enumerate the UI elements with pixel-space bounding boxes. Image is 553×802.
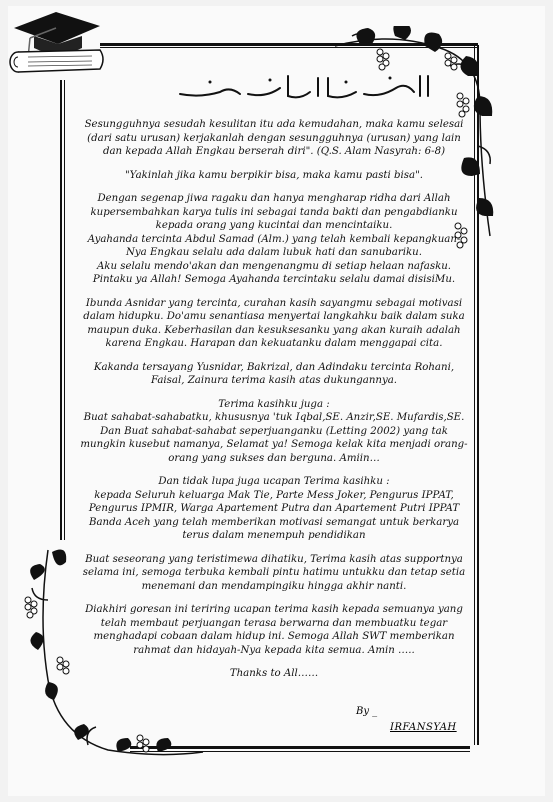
quran-verse-paragraph: Sesungguhnya sesudah kesulitan itu ada kemudahan, maka kamu selesai (dari satu urusan) kerjakanlah dengan sesungguhnya (urusan) yang lain dan kepada Allah Engkau berserah diri". (Q.S. Alam Nasyrah: 6-8) xyxy=(84,119,464,157)
by-label: By _ xyxy=(356,706,378,717)
sahabat-paragraph: Buat sahabat-sahabatku, khususnya 'tuk Iqbal,SE. Anzir,SE. Mufardis,SE. Dan Buat sahabat-sahabat seperjuanganku (Letting 2002) yang tak mungkin kusebut namanya, Selamat ya! Semoga kelak kita menjadi orang-orang yang sukses dan berguna. Amiin… xyxy=(80,412,468,464)
diploma-scroll-icon xyxy=(8,45,108,75)
dedication-text-block xyxy=(78,118,470,691)
frame-left-border xyxy=(60,80,62,540)
diakhiri-paragraph: Diakhiri goresan ini teriring ucapan terima kasih kepada semuanya yang telah membaut perjuangan terasa berwarna dan membuatku tegar menghadapi cobaan dalam hidup ini. Semoga Allah SWT memberikan rahmat dan hidayah-Nya kepada kita semua. Amin ….. xyxy=(85,604,463,656)
yakin-quote: "Yakinlah jika kamu berpikir bisa, maka kamu pasti bisa". xyxy=(124,169,424,181)
signature-name: IRFANSYAH xyxy=(390,722,457,733)
terima-heading: Terima kasihku juga : xyxy=(218,398,330,410)
thanks-line: Thanks to All…… xyxy=(229,668,319,679)
ibunda-paragraph: Ibunda Asnidar yang tercinta, curahan kasih sayangmu sebagai motivasi dalam hidupku. Do'amu senantiasa menyertai langkahku baik dalam suka maupun duka. Keberhasilan dan kesuksesanku yang akan kuraih adalah karena Engkau. Harapan dan kekuatanku dalam menggapai cita. xyxy=(83,297,465,349)
keluarga-paragraph: kepada Seluruh keluarga Mak Tie, Parte Mess Joker, Pengurus IPPAT, Pengurus IPMIR, Warga Apartement Putra dan Apartement Putri IPPAT Banda Aceh yang telah memberikan motivasi semangat untuk berkarya terus dalam menempuh pendidikan xyxy=(88,489,460,541)
pintaku-line: Pintaku ya Allah! Semoga Ayahanda tercintaku selalu damai disisiMu. xyxy=(92,274,456,285)
ayah-paragraph: Ayahanda tercinta Abdul Samad (Alm.) yang telah kembali kepangkuan-Nya Engkau selalu ada dalam lubuk hati dan sanubariku. xyxy=(87,233,461,258)
kakanda-paragraph: Kakanda tersayang Yusnidar, Bakrizal, dan Adindaku tercinta Rohani, Faisal, Zainura terima kasih atas dukungannya. xyxy=(93,361,455,386)
frame-left-border-thin xyxy=(64,80,65,540)
aku-line: Aku selalu mendo'akan dan mengenangmu di setiap helaan nafasku. xyxy=(96,260,452,272)
seseorang-paragraph: Buat seseorang yang teristimewa dihatiku, Terima kasih atas supportnya selama ini, semoga terbuka kembali pintu hatimu untukku dan tetap setia menemani dan mendampingiku hingga akhir nanti. xyxy=(82,553,466,592)
dan-heading: Dan tidak lupa juga ucapan Terima kasihku : xyxy=(158,476,390,487)
dedication-paragraph: Dengan segenap jiwa ragaku dan hanya mengharap ridha dari Allah kupersembahkan karya tulis ini sebagai tanda bakti dan pengabdianku kepada orang yang kucintai dan mencintaiku. xyxy=(90,193,458,231)
basmalah-calligraphy-icon xyxy=(170,68,440,102)
